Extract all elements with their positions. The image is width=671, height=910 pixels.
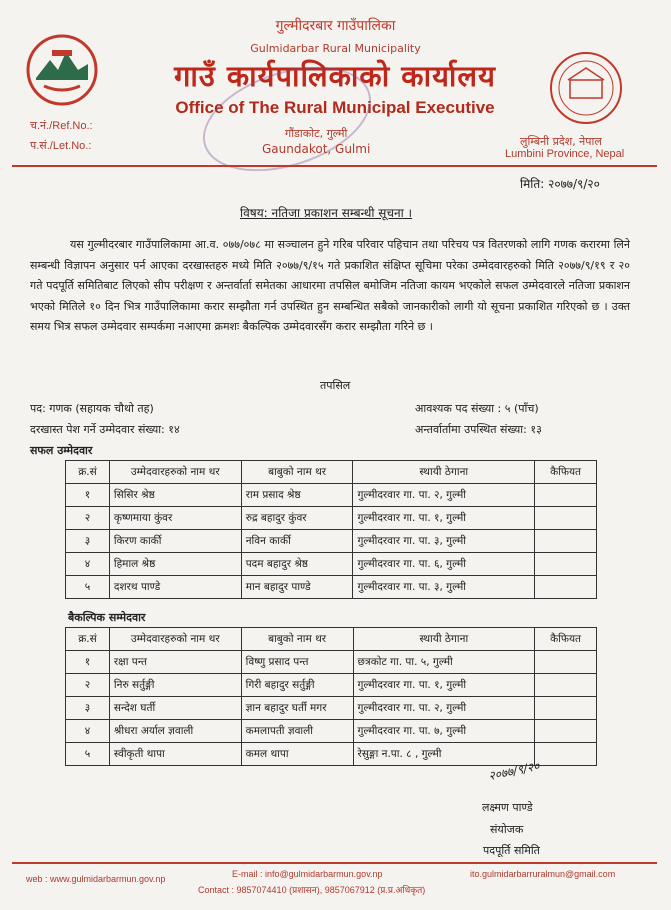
- table-cell: गिरी बहादुर सर्तुङ्गी: [241, 674, 353, 697]
- table-cell: गुल्मीदरवार गा. पा. ७, गुल्मी: [353, 720, 535, 743]
- table-cell: [535, 553, 597, 576]
- table-cell: कृष्णमाया कुंवर: [109, 507, 241, 530]
- office-title-np: गाउँ कार्यपालिकाको कार्यालय: [174, 59, 496, 93]
- table-cell: गुल्मीदरवार गा. पा. २, गुल्मी: [353, 484, 535, 507]
- footer-web: web : www.gulmidarbarmun.gov.np: [26, 874, 166, 884]
- table-cell: १: [66, 651, 110, 674]
- column-header: कैफियत: [535, 461, 597, 484]
- column-header: उम्मेदवारहरुको नाम थर: [109, 628, 241, 651]
- table-cell: २: [66, 674, 110, 697]
- table-cell: रेसुङ्गा न.पा. ८ , गुल्मी: [353, 743, 535, 766]
- table-cell: सन्देश घर्ती: [109, 697, 241, 720]
- table-cell: कमलापती ज्ञवाली: [241, 720, 353, 743]
- column-header: बाबुको नाम थर: [241, 461, 353, 484]
- table-cell: गुल्मीदरवार गा. पा. ३, गुल्मी: [353, 530, 535, 553]
- table-cell: १: [66, 484, 110, 507]
- committee-name: पदपूर्ति समिति: [483, 844, 540, 857]
- column-header: उम्मेदवारहरुको नाम थर: [109, 461, 241, 484]
- footer-contact: Contact : 9857074410 (प्रशासन), 9857067912 (प्र.प्र.अधिकृत): [198, 885, 426, 895]
- table-cell: ५: [66, 743, 110, 766]
- column-header: स्थायी ठेगाना: [353, 628, 535, 651]
- table-cell: ४: [66, 553, 110, 576]
- table-cell: रुद्र बहादुर कुंवर: [241, 507, 353, 530]
- alternate-table: [65, 627, 597, 766]
- table-header-row: [66, 461, 597, 484]
- column-header: कैफियत: [535, 628, 597, 651]
- table-cell: ५: [66, 576, 110, 599]
- table-row: [66, 507, 597, 530]
- table-row: [66, 651, 597, 674]
- province-np: लुम्बिनी प्रदेश, नेपाल: [520, 135, 602, 148]
- place-en: Gaundakot, Gulmi: [262, 142, 371, 156]
- municipality-logo-icon: [548, 50, 624, 126]
- successful-table: [65, 460, 597, 599]
- header-rule: [12, 165, 657, 167]
- signature-date: २०७७/९/२०: [487, 758, 541, 784]
- table-cell: मान बहादुर पाण्डे: [241, 576, 353, 599]
- table-cell: ४: [66, 720, 110, 743]
- date: मिति: २०७७/९/२०: [520, 177, 600, 191]
- table-cell: [535, 576, 597, 599]
- post-name: पद: गणक (सहायक चौथो तह): [30, 402, 154, 415]
- table-cell: [535, 697, 597, 720]
- footer-rule: [12, 862, 657, 864]
- table-cell: गुल्मीदरवार गा. पा. ३, गुल्मी: [353, 576, 535, 599]
- footer-email: E-mail : info@gulmidarbarmun.gov.np: [232, 869, 383, 879]
- table-cell: ३: [66, 530, 110, 553]
- applicant-count: दरखास्त पेश गर्ने उम्मेदवार संख्या: १४: [30, 423, 180, 436]
- signatory-role: संयोजक: [490, 823, 524, 836]
- table-row: [66, 697, 597, 720]
- place-np: गौंडाकोट, गुल्मी: [285, 127, 348, 140]
- province-en: Lumbini Province, Nepal: [505, 148, 625, 160]
- table-cell: विष्णु प्रसाद पन्त: [241, 651, 353, 674]
- table-cell: [535, 651, 597, 674]
- table-row: [66, 674, 597, 697]
- table-cell: [535, 484, 597, 507]
- column-header: क्र.सं: [66, 628, 110, 651]
- table-cell: ज्ञान बहादुर घर्ती मगर: [241, 697, 353, 720]
- table-cell: किरण कार्की: [109, 530, 241, 553]
- table-cell: [535, 674, 597, 697]
- table-cell: गुल्मीदरवार गा. पा. १, गुल्मी: [353, 674, 535, 697]
- table-cell: [535, 720, 597, 743]
- table-cell: नविन कार्की: [241, 530, 353, 553]
- table-cell: गुल्मीदरवार गा. पा. २, गुल्मी: [353, 697, 535, 720]
- table-row: [66, 484, 597, 507]
- column-header: स्थायी ठेगाना: [353, 461, 535, 484]
- signatory-name: लक्ष्मण पाण्डे: [482, 801, 533, 814]
- table-cell: छत्रकोट गा. पा. ५, गुल्मी: [353, 651, 535, 674]
- interviewed-count: अन्तर्वार्तामा उपस्थित संख्या: १३: [415, 423, 542, 436]
- tapasil-heading: तपसिल: [320, 379, 351, 392]
- table-cell: श्रीधरा अर्याल ज्ञवाली: [109, 720, 241, 743]
- table-cell: ३: [66, 697, 110, 720]
- table-cell: [535, 507, 597, 530]
- office-title-en: Office of The Rural Municipal Executive: [175, 98, 495, 117]
- table-cell: [535, 530, 597, 553]
- table-cell: कमल थापा: [241, 743, 353, 766]
- table-header-row: [66, 628, 597, 651]
- table-cell: गुल्मीदरवार गा. पा. ६, गुल्मी: [353, 553, 535, 576]
- municipality-name-en: Gulmidarbar Rural Municipality: [250, 42, 421, 55]
- table-row: [66, 576, 597, 599]
- table-row: [66, 720, 597, 743]
- table-cell: राम प्रसाद श्रेष्ठ: [241, 484, 353, 507]
- table-cell: हिमाल श्रेष्ठ: [109, 553, 241, 576]
- table-cell: निरु सर्तुङ्गी: [109, 674, 241, 697]
- successful-heading: सफल उम्मेदवार: [30, 444, 93, 457]
- alternate-heading: बैकल्पिक सम्मेदवार: [68, 611, 146, 624]
- table-cell: स्वीकृती थापा: [109, 743, 241, 766]
- table-cell: सिसिर श्रेष्ठ: [109, 484, 241, 507]
- required-count: आवश्यक पद संख्या : ५ (पाँच): [415, 402, 539, 415]
- table-cell: पदम बहादुर श्रेष्ठ: [241, 553, 353, 576]
- column-header: क्र.सं: [66, 461, 110, 484]
- table-cell: गुल्मीदरवार गा. पा. १, गुल्मी: [353, 507, 535, 530]
- table-cell: [535, 743, 597, 766]
- footer-email-2: ito.gulmidarbarruralmun@gmail.com: [470, 869, 616, 879]
- notice-body: यस गुल्मीदरबार गाउँपालिकामा आ.व. ०७७/०७८ मा सञ्चालन हुने गरिब परिवार पहिचान तथा परिचय पत्र वितरणको लागि गणक करारमा लिने सम्बन्धी विज्ञापन अनुसार पर्न आएका दरखास्तहरु मध्ये मिति २०७७/९/१५ गते प्रकाशित संक्षिप्त सूचिमा परेका उम्मेदवारहरुको मिति २०७७/९/१९ र २० गते पदपूर्ति समितिबाट लिएको सीप परीक्षण र अन्तर्वार्ता समेतका आधारमा तपसिल बमोजिम नतिजा कायम भएकोले सफल उम्मेदवारले नतिजा प्रकाशन भएको मितिले १० दिन भित्र गाउँपालिकामा करार सम्झौता गर्न उपस्थित हुन सम्बन्धित सबैको जानकारीको लागी यो सूचना प्रकाशित गरिएको छ । उक्त समय भित्र सफल उम्मेदवार सम्पर्कमा नआएमा क्रमशः बैकल्पिक उम्मेदवारसँग करार सम्झौता गरिने छ ।: [30, 238, 630, 333]
- table-cell: रक्षा पन्त: [109, 651, 241, 674]
- letter-no: प.सं./Let.No.:: [30, 140, 92, 152]
- table-row: [66, 553, 597, 576]
- municipality-name-np: गुल्मीदरबार गाउँपालिका: [275, 18, 396, 34]
- table-cell: २: [66, 507, 110, 530]
- column-header: बाबुको नाम थर: [241, 628, 353, 651]
- table-row: [66, 530, 597, 553]
- subject: विषय: नतिजा प्रकाशन सम्बन्धी सूचना ।: [240, 206, 413, 220]
- table-cell: दशरथ पाण्डे: [109, 576, 241, 599]
- ref-no: च.नं./Ref.No.:: [30, 120, 93, 132]
